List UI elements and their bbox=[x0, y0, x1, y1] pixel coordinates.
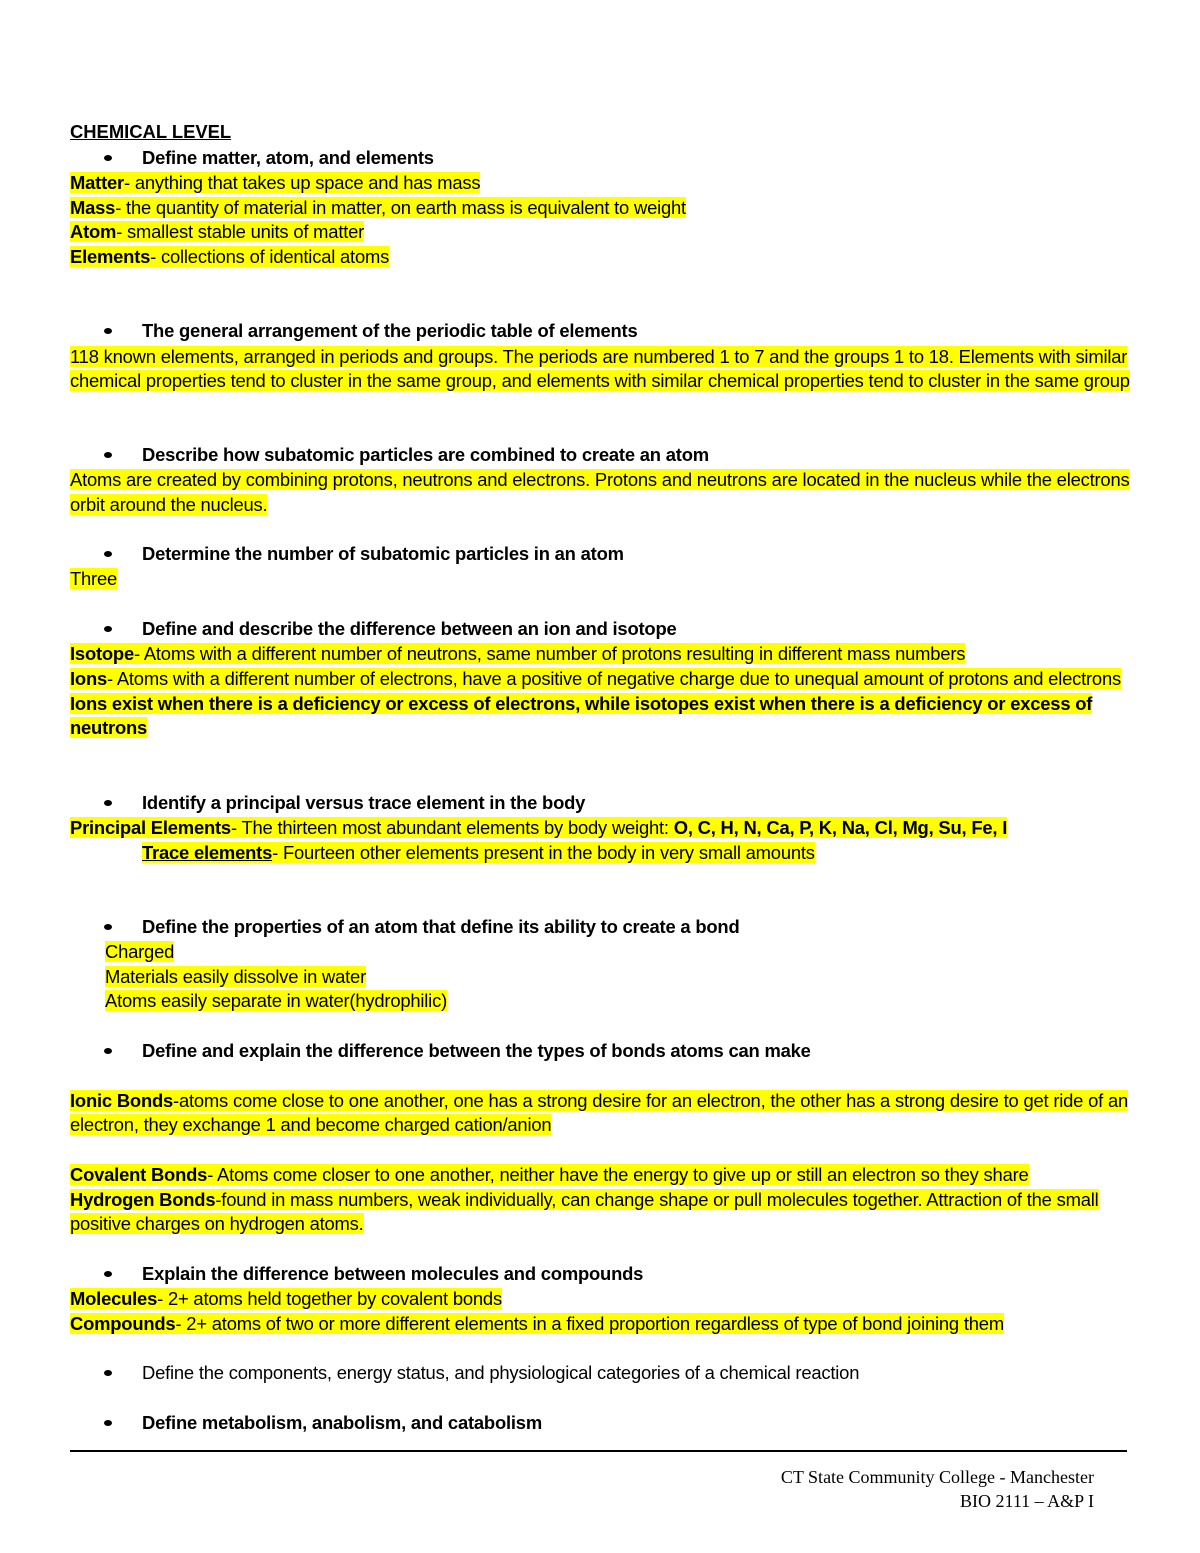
footer-institution: CT State Community College - Manchester bbox=[780, 1467, 1094, 1487]
section-heading: Determine the number of subatomic particles in an atom bbox=[142, 543, 624, 564]
definition: - collections of identical atoms bbox=[150, 246, 390, 267]
definition: electron, they exchange 1 and become charged cation/anion bbox=[70, 1114, 552, 1135]
definition-line bbox=[70, 642, 965, 666]
answer-text: 118 known elements, arranged in periods and groups. The periods are numbered 1 to 7 and the groups 1 to 18. Elements with similar bbox=[70, 346, 1128, 367]
term: Mass bbox=[70, 197, 116, 218]
term: Compounds bbox=[70, 1313, 176, 1334]
definition-line bbox=[70, 196, 686, 220]
term: Ions bbox=[70, 668, 108, 689]
section-heading: Describe how subatomic particles are combined to create an atom bbox=[142, 444, 709, 465]
list-item bbox=[105, 965, 366, 989]
section-heading: Identify a principal versus trace element in the body bbox=[142, 792, 586, 813]
term: Atom bbox=[70, 221, 117, 242]
paragraph-line bbox=[70, 468, 1130, 492]
definition-line bbox=[70, 667, 1121, 691]
definition: - smallest stable units of matter bbox=[116, 221, 365, 242]
bullet-icon bbox=[104, 452, 112, 458]
definition-line bbox=[70, 1312, 1004, 1336]
definition-line bbox=[142, 841, 815, 865]
bullet-icon bbox=[104, 1370, 112, 1376]
bullet-icon bbox=[104, 1420, 112, 1426]
paragraph-line bbox=[70, 493, 267, 517]
footer-divider bbox=[70, 1450, 1127, 1452]
element-list: O, C, H, N, Ca, P, K, Na, Cl, Mg, Su, Fe, I bbox=[673, 817, 1008, 838]
definition: - 2+ atoms held together by covalent bonds bbox=[157, 1288, 502, 1309]
section-heading: Define the properties of an atom that define its ability to create a bond bbox=[142, 916, 740, 937]
paragraph-line bbox=[70, 567, 117, 591]
term: Trace elements bbox=[142, 842, 273, 863]
answer-text: Atoms easily separate in water(hydrophilic) bbox=[105, 990, 447, 1011]
bullet-icon bbox=[104, 1271, 112, 1277]
list-item bbox=[105, 989, 447, 1013]
answer-text: orbit around the nucleus. bbox=[70, 494, 268, 515]
section-heading: Define matter, atom, and elements bbox=[142, 147, 434, 168]
definition-line bbox=[70, 1188, 1099, 1212]
bullet-icon bbox=[104, 800, 112, 806]
definition-line bbox=[70, 1113, 551, 1137]
section-heading: The general arrangement of the periodic table of elements bbox=[142, 320, 638, 341]
definition-line bbox=[70, 1089, 1128, 1113]
definition: -atoms come close to one another, one has a strong desire for an electron, the other has a strong desire to get ride of an bbox=[173, 1090, 1129, 1111]
list-item bbox=[105, 940, 174, 964]
definition: - anything that takes up space and has mass bbox=[123, 172, 481, 193]
section-heading: Define the components, energy status, and physiological categories of a chemical reaction bbox=[142, 1362, 860, 1383]
section-heading: Define metabolism, anabolism, and catabolism bbox=[142, 1412, 542, 1433]
definition: - Fourteen other elements present in the body in very small amounts bbox=[272, 842, 815, 863]
definition-line bbox=[70, 220, 364, 244]
definition: - Atoms with a different number of neutrons, same number of protons resulting in different mass numbers bbox=[134, 643, 966, 664]
definition-line bbox=[70, 816, 1007, 840]
section-heading: Define and explain the difference between the types of bonds atoms can make bbox=[142, 1040, 811, 1061]
emphasis-text: Ions exist when there is a deficiency or excess of electrons, while isotopes exist when there is a deficiency or excess of bbox=[70, 693, 1093, 714]
answer-text: Atoms are created by combining protons, neutrons and electrons. Protons and neutrons are located in the nucleus while the electrons bbox=[70, 469, 1130, 490]
term: Ionic Bonds bbox=[70, 1090, 174, 1111]
term: Matter bbox=[70, 172, 124, 193]
definition-line bbox=[70, 1212, 364, 1236]
term: Elements bbox=[70, 246, 151, 267]
section-heading: Explain the difference between molecules and compounds bbox=[142, 1263, 644, 1284]
definition: -found in mass numbers, weak individually, can change shape or pull molecules together. Attraction of the small bbox=[215, 1189, 1099, 1210]
term: Covalent Bonds bbox=[70, 1164, 208, 1185]
term: Isotope bbox=[70, 643, 134, 664]
page-title: CHEMICAL LEVEL bbox=[70, 121, 232, 142]
definition: positive charges on hydrogen atoms. bbox=[70, 1213, 364, 1234]
term: Molecules bbox=[70, 1288, 158, 1309]
paragraph-line bbox=[70, 692, 1092, 716]
answer-text: Three bbox=[70, 568, 118, 589]
definition: - Atoms with a different number of electrons, have a positive of negative charge due to unequal amount of protons and electrons bbox=[107, 668, 1121, 689]
definition-line bbox=[70, 171, 480, 195]
paragraph-line bbox=[70, 345, 1127, 369]
definition-line bbox=[70, 1287, 502, 1311]
bullet-icon bbox=[104, 551, 112, 557]
section-heading: Define and describe the difference between an ion and isotope bbox=[142, 618, 677, 639]
definition: - 2+ atoms of two or more different elements in a fixed proportion regardless of type of bond joining them bbox=[175, 1313, 1004, 1334]
bullet-icon bbox=[104, 155, 112, 161]
answer-text: chemical properties tend to cluster in the same group, and elements with similar chemical properties tend to cluster in the same group bbox=[70, 370, 1130, 391]
definition: - Atoms come closer to one another, neither have the energy to give up or still an electron so they share bbox=[207, 1164, 1029, 1185]
answer-text: Charged bbox=[105, 941, 175, 962]
bullet-icon bbox=[104, 1048, 112, 1054]
term: Hydrogen Bonds bbox=[70, 1189, 216, 1210]
answer-text: Materials easily dissolve in water bbox=[105, 966, 366, 987]
emphasis-text: neutrons bbox=[70, 717, 148, 738]
definition: - the quantity of material in matter, on earth mass is equivalent to weight bbox=[115, 197, 686, 218]
footer-course: BIO 2111 – A&P I bbox=[959, 1491, 1094, 1511]
term: Principal Elements bbox=[70, 817, 231, 838]
bullet-icon bbox=[104, 626, 112, 632]
definition: - The thirteen most abundant elements by body weight: bbox=[230, 817, 674, 838]
bullet-icon bbox=[104, 924, 112, 930]
definition-line bbox=[70, 1163, 1029, 1187]
paragraph-line bbox=[70, 369, 1130, 393]
definition-line bbox=[70, 245, 389, 269]
bullet-icon bbox=[104, 328, 112, 334]
paragraph-line bbox=[70, 716, 147, 740]
